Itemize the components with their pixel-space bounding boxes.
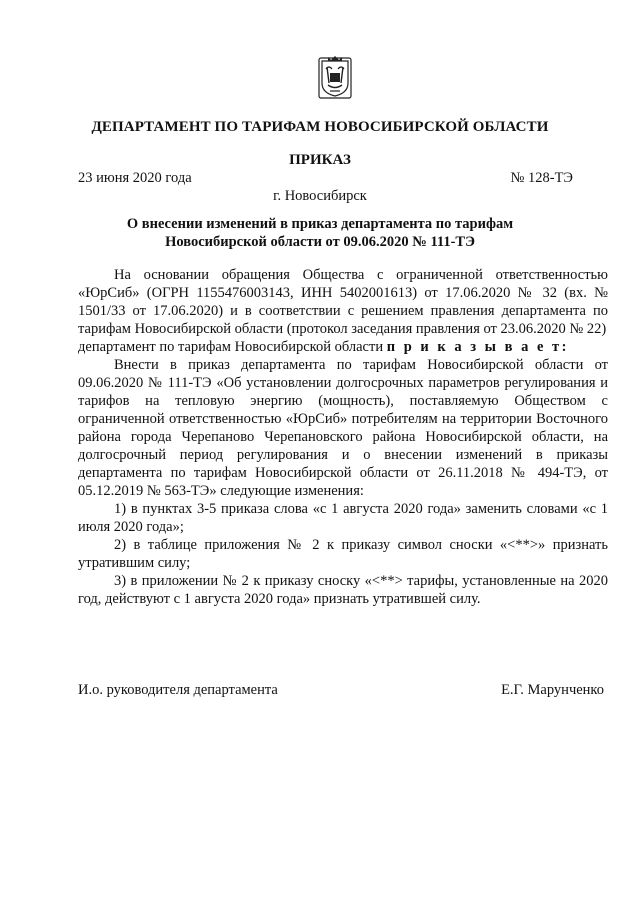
document-number: № 128-ТЭ bbox=[510, 170, 573, 186]
document-date: 23 июня 2020 года bbox=[78, 170, 192, 186]
orders-word: п р и к а з ы в а е т: bbox=[386, 339, 569, 355]
document-city: г. Новосибирск bbox=[273, 188, 367, 204]
document-subject: О внесении изменений в приказ департамента по тарифам Новосибирской области от 09.06.2020 № 111-ТЭ bbox=[126, 216, 514, 250]
orders-prefix: департамент по тарифам Новосибирской области bbox=[78, 339, 387, 355]
orders-line bbox=[78, 338, 608, 356]
document-body bbox=[78, 266, 608, 608]
item-1: 1) в пунктах 3-5 приказа слова «с 1 августа 2020 года» заменить словами «с 1 июля 2020 года»; bbox=[78, 501, 608, 535]
department-name: ДЕПАРТАМЕНТ ПО ТАРИФАМ НОВОСИБИРСКОЙ ОБЛАСТИ bbox=[91, 119, 549, 135]
coat-of-arms-icon bbox=[318, 55, 352, 99]
signatory-name: Е.Г. Марунченко bbox=[501, 682, 604, 698]
preamble-paragraph: На основании обращения Общества с ограниченной ответственностью «ЮрСиб» (ОГРН 1155476003143, ИНН 5402001613) от 17.06.2020 № 32 (вх. № 1501/33 от 17.06.2020) и в соответствии с решением правления департамента по тарифам Новосибирской области (протокол заседания правления от 23.06.2020 № 22) bbox=[78, 267, 608, 337]
signatory-role: И.о. руководителя департамента bbox=[78, 682, 278, 698]
document-type: ПРИКАЗ bbox=[289, 152, 351, 168]
main-paragraph: Внести в приказ департамента по тарифам Новосибирской области от 09.06.2020 № 111-ТЭ «Об установлении долгосрочных параметров регулирования и тарифов на тепловую энергию (мощность), поставляемую Обществом с ограниченной ответственностью «ЮрСиб» потребителям на территории Восточного района города Черепаново Черепановского района Новосибирской области, на долгосрочный период регулирования и о внесении изменений в приказы департамента по тарифам Новосибирской области от 26.11.2018 № 494-ТЭ, от 05.12.2019 № 563-ТЭ» следующие изменения: bbox=[78, 357, 608, 499]
item-3: 3) в приложении № 2 к приказу сноску «<**> тарифы, установленные на 2020 год, действуют с 1 августа 2020 года» признать утратившей силу. bbox=[78, 573, 608, 607]
item-2: 2) в таблице приложения № 2 к приказу символ сноски «<**>» признать утратившим силу; bbox=[78, 537, 608, 571]
